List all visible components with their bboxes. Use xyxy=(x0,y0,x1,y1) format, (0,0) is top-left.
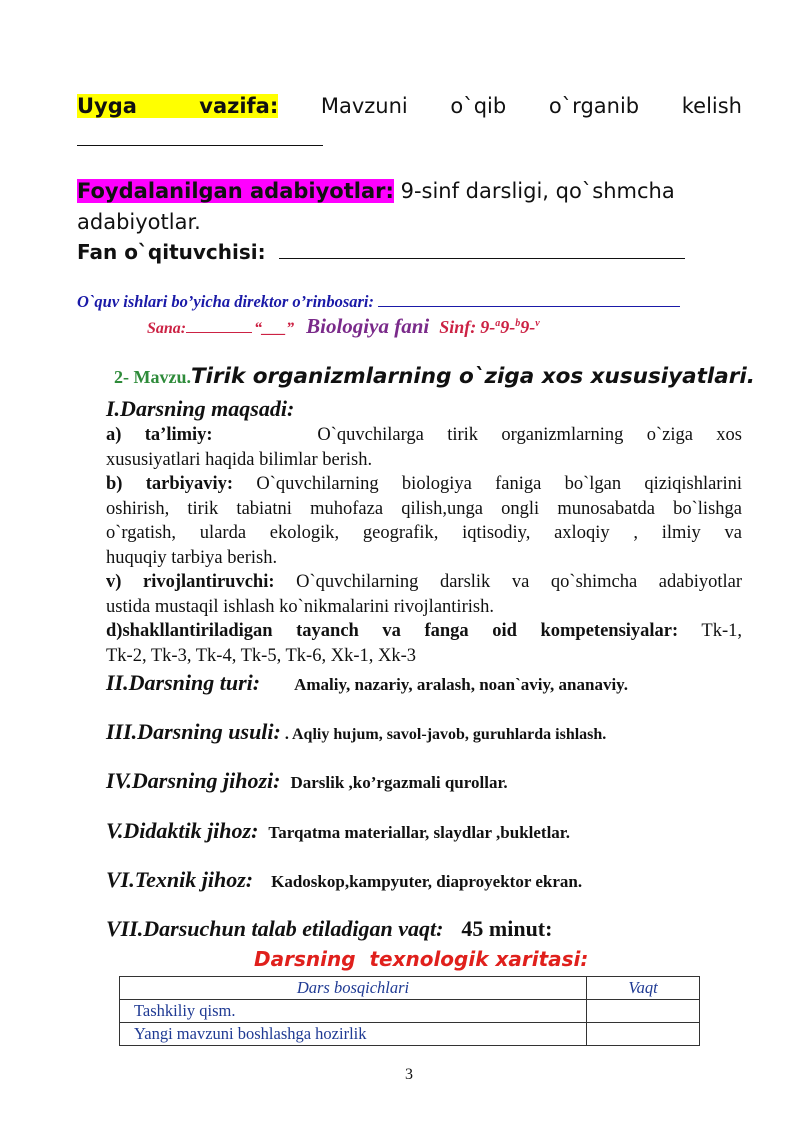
deputy-blank xyxy=(378,290,680,307)
goal-d-label: d)shakllantiriladigan tayanch va fanga oid kompetensiyalar: xyxy=(106,621,679,641)
goal-a-text-1: O`quvchilarga tirik organizmlarning o`ziga xos xyxy=(317,425,743,445)
topic-line xyxy=(114,364,755,389)
deputy-line xyxy=(77,290,680,312)
references-text-1: 9-sinf darsligi, qo`shmcha xyxy=(400,179,675,203)
tech-map-title: Darsning texnologik xaritasi: xyxy=(254,947,589,971)
section7-heading: VII.Darsuchun talab etiladigan vaqt: xyxy=(106,916,444,941)
goal-v-label: v) rivojlantiruvchi: xyxy=(106,572,275,592)
goal-b-text-1: O`quvchilarning biologiya faniga bo`lgan qiziqishlarini xyxy=(256,474,743,494)
goal-b-line-4: huquqiy tarbiya berish. xyxy=(106,547,278,568)
goal-a-line-2: xususiyatlari haqida bilimlar berish. xyxy=(106,449,373,470)
date-day-quote: “___” xyxy=(254,320,295,337)
column-header-stages: Dars bosqichlari xyxy=(120,977,587,1000)
references-label: Foydalanilgan adabiyotlar: xyxy=(77,179,394,203)
goal-b-line-1 xyxy=(106,472,742,497)
homework-word-1: Mavzuni xyxy=(320,94,408,118)
section1-body xyxy=(106,423,742,668)
goal-b-line-2: oshirish, tirik tabiatni muhofaza qilish,unga ongli munosabatda bo`lishga xyxy=(106,498,742,519)
goal-d-line-1 xyxy=(106,619,742,644)
deputy-label: O`quv ishlari bo’yicha direktor o’rinbosari: xyxy=(77,292,375,311)
section4-line xyxy=(106,768,508,794)
date-label: Sana: xyxy=(147,320,187,337)
section2-line xyxy=(106,670,628,696)
table-row xyxy=(120,1000,700,1023)
section6-heading: VI.Texnik jihoz: xyxy=(106,867,254,892)
references-text-2: adabiyotlar. xyxy=(77,210,201,234)
homework-blank-line xyxy=(77,145,323,146)
homework-label: Uyga vazifa: xyxy=(77,94,279,118)
page-number: 3 xyxy=(405,1066,413,1083)
class-label: Sinf: xyxy=(439,317,477,337)
subject-name: Biologiya fani xyxy=(306,314,430,338)
date-subject-line xyxy=(147,314,540,339)
teacher-line xyxy=(77,238,685,264)
table-cell-time xyxy=(587,1023,700,1046)
goal-v-line-1 xyxy=(106,570,742,595)
homework-word-4: kelish xyxy=(681,94,742,118)
goal-b-label: b) tarbiyaviy: xyxy=(106,474,234,494)
section2-value: Amaliy, nazariy, aralash, noan`aviy, ananaviy. xyxy=(294,675,628,694)
section3-line xyxy=(106,719,606,745)
section5-heading: V.Didaktik jihoz: xyxy=(106,818,259,843)
table-header-row xyxy=(120,977,700,1000)
goal-d-line-2: Tk-2, Tk-3, Tk-4, Tk-5, Tk-6, Xk-1, Xk-3 xyxy=(106,645,417,666)
section6-line xyxy=(106,867,582,893)
table-row xyxy=(120,1023,700,1046)
goal-a-line-1 xyxy=(106,423,742,448)
section5-line xyxy=(106,818,570,844)
column-header-time: Vaqt xyxy=(587,977,700,1000)
class-list: 9-$^a$9-$^b$9-$^v$ xyxy=(480,317,540,337)
teacher-blank xyxy=(279,238,685,259)
goal-b-line-3: o`rgatish, ularda ekologik, geografik, iqtisodiy, axloqiy , ilmiy va xyxy=(106,523,742,543)
homework-word-3: o`rganib xyxy=(548,94,640,118)
homework-word-2: o`qib xyxy=(450,94,507,118)
table-cell-time xyxy=(587,1000,700,1023)
goal-d-text-1: Tk-1, xyxy=(701,621,742,641)
section4-value: Darslik ,ko’rgazmali qurollar. xyxy=(290,773,508,792)
section2-heading: II.Darsning turi: xyxy=(106,670,261,695)
section1-heading: I.Darsning maqsadi: xyxy=(106,396,295,421)
goal-v-text-1: O`quvchilarning darslik va qo`shimcha adabiyotlar xyxy=(296,572,743,592)
date-blank xyxy=(186,318,252,333)
table-cell-stage: Yangi mavzuni boshlashga hozirlik xyxy=(120,1023,587,1046)
tech-map-table xyxy=(119,976,700,1046)
section3-value: . Aqliy hujum, savol-javob, guruhlarda ishlash. xyxy=(284,726,607,743)
references-block xyxy=(77,176,675,238)
section3-heading: III.Darsning usuli: xyxy=(106,719,281,744)
topic-title: Tirik organizmlarning o`ziga xos xususiyatlari. xyxy=(190,364,755,389)
section7-line xyxy=(106,916,552,942)
homework-line xyxy=(77,94,742,118)
table-cell-stage: Tashkiliy qism. xyxy=(120,1000,587,1023)
section5-value: Tarqatma materiallar, slaydlar ,bukletlar. xyxy=(268,823,571,842)
section6-value: Kadoskop,kampyuter, diaproyektor ekran. xyxy=(271,872,583,891)
goal-v-line-2: ustida mustaqil ishlash ko`nikmalarini rivojlantirish. xyxy=(106,596,494,617)
teacher-label: Fan o`qituvchisi: xyxy=(77,240,266,264)
section4-heading: IV.Darsning jihozi: xyxy=(106,768,281,793)
goal-a-label: a) ta’limiy: xyxy=(106,425,213,445)
section7-value: 45 minut: xyxy=(461,916,553,941)
topic-number: 2- Mavzu. xyxy=(114,367,191,387)
